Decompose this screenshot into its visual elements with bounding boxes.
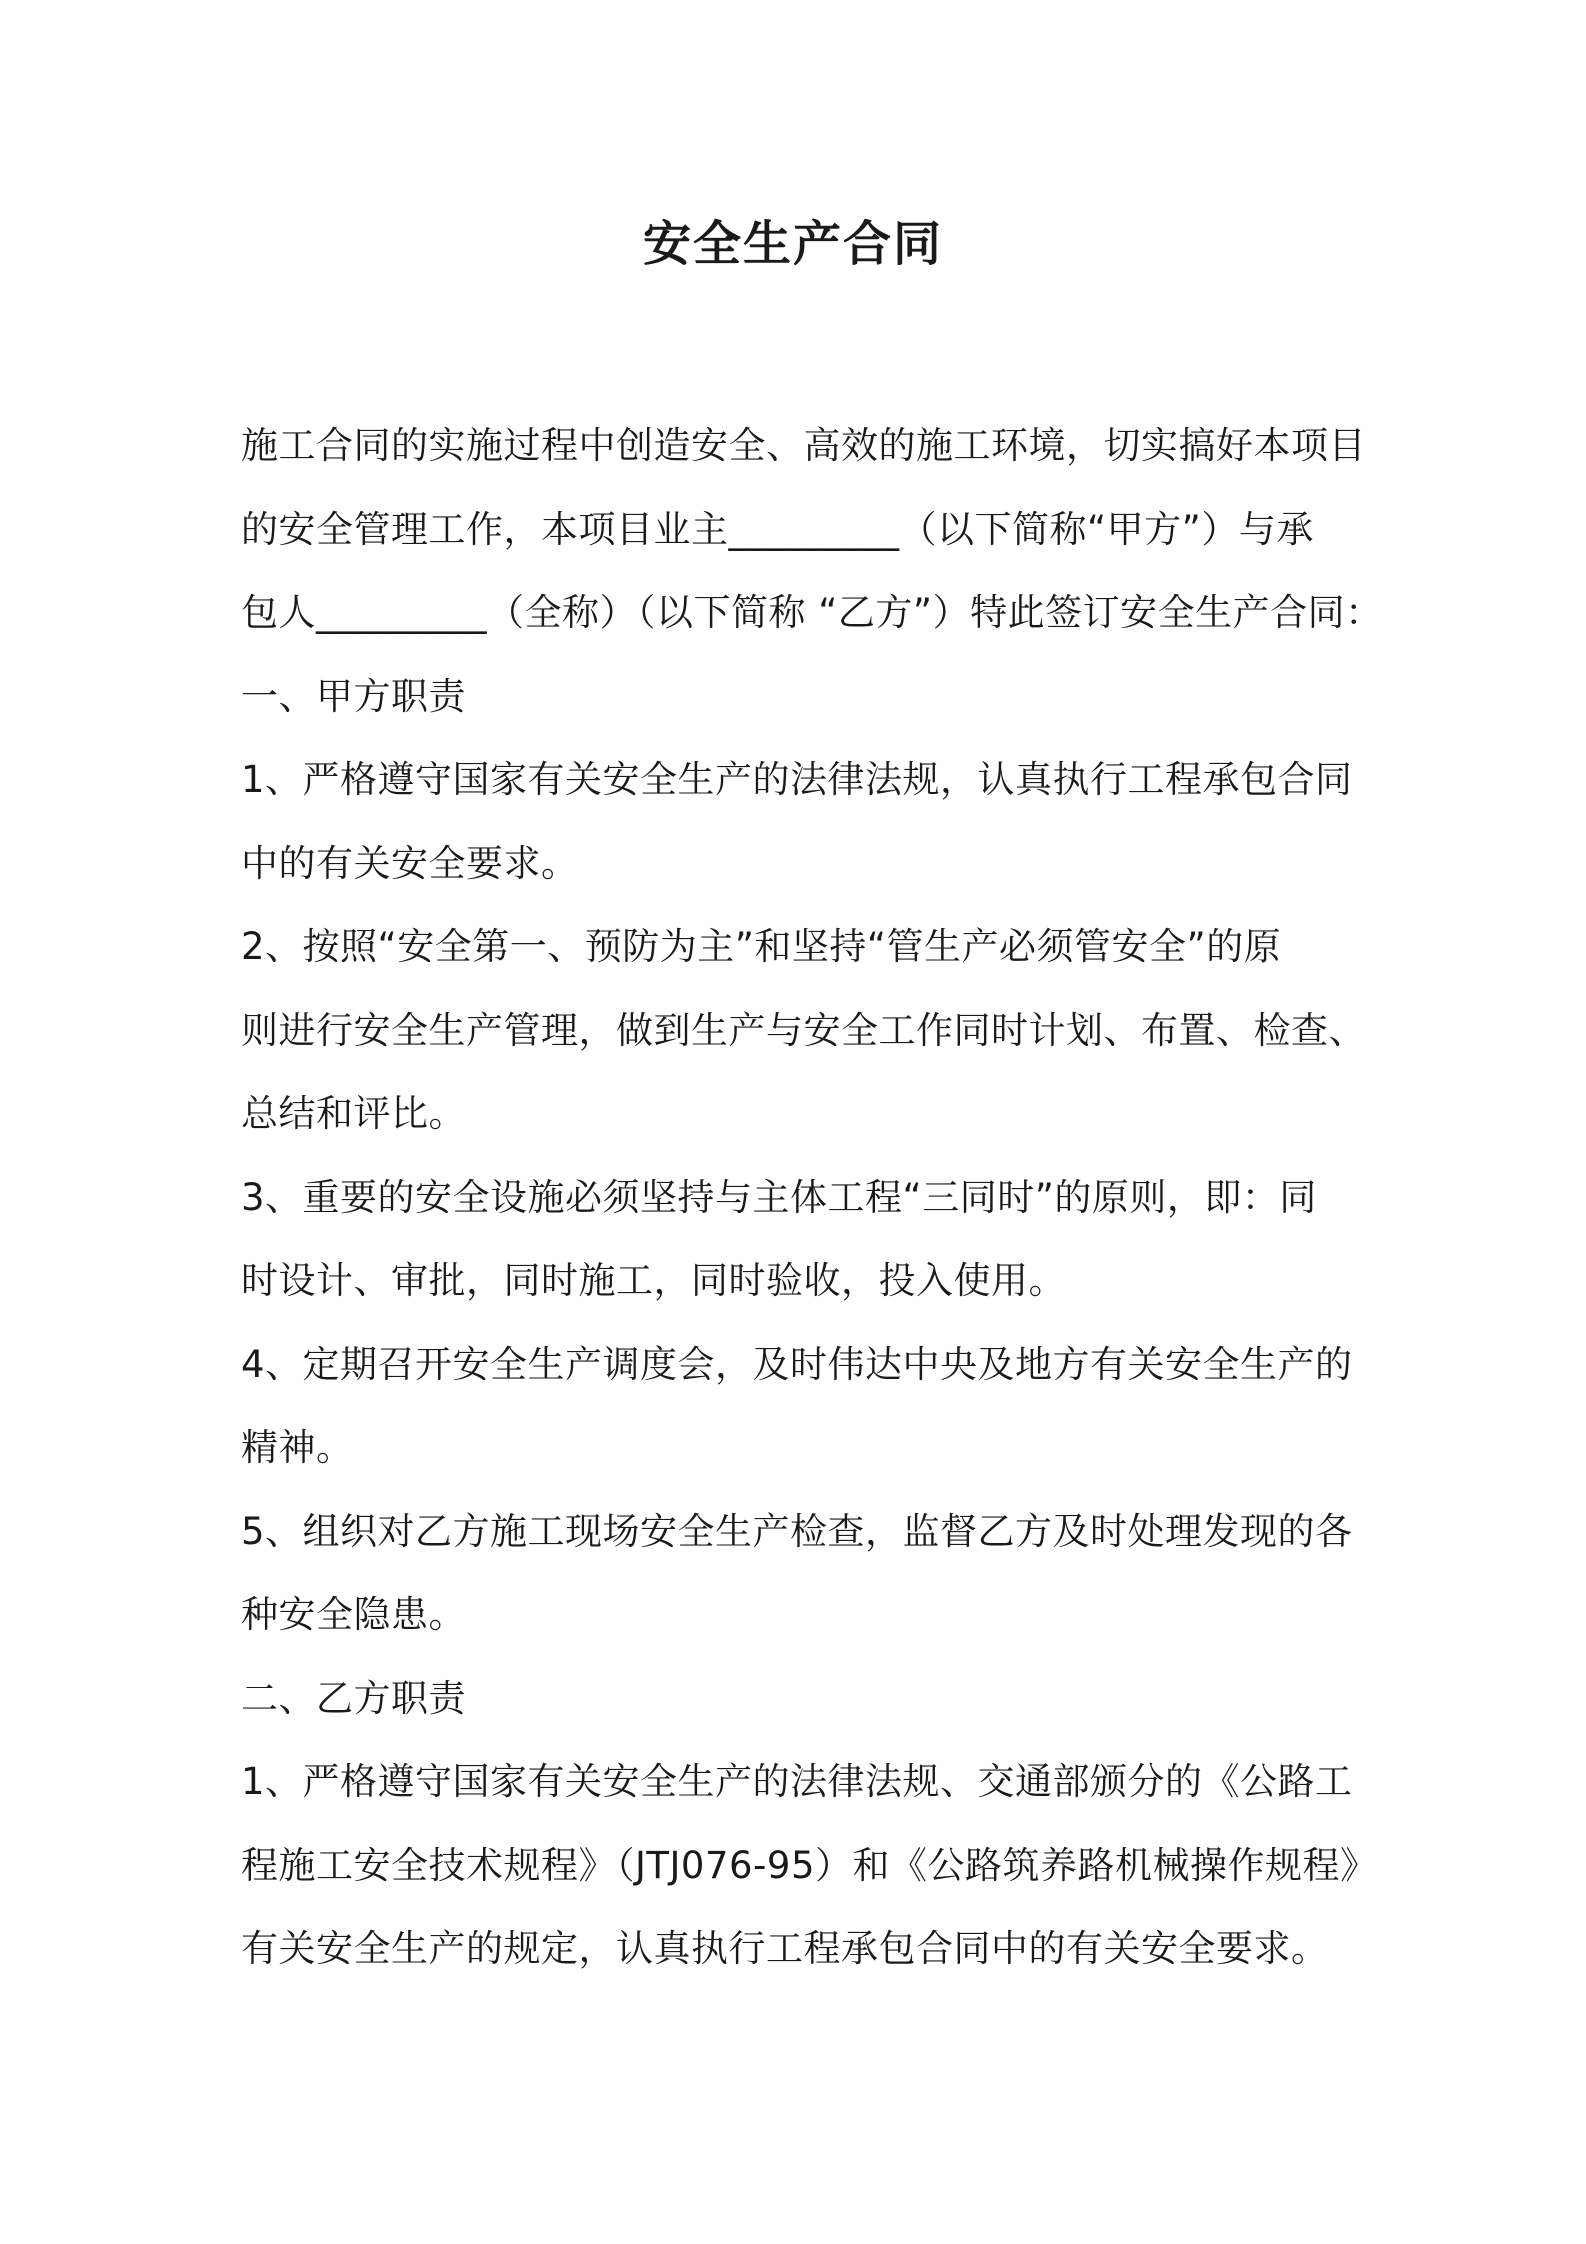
clause-b1-line: 1、严格遵守国家有关安全生产的法律法规、交通部颁分的《公路工	[241, 1760, 1353, 1803]
section-heading-party-a: 一、甲方职责	[241, 674, 466, 718]
clause-a2-line: 总结和评比。	[241, 1092, 466, 1135]
intro-line: 施工合同的实施过程中创造安全、高效的施工环境，切实搞好本项目	[241, 424, 1366, 467]
document-body	[241, 404, 1383, 1991]
intro-line: 的安全管理工作，本项目业主_________（以下简称“甲方”）与承	[241, 507, 1314, 551]
clause-a2-line: 2、按照“安全第一、预防为主”和坚持“管生产必须管安全”的原	[241, 925, 1282, 968]
clause-b1-line: 有关安全生产的规定，认真执行工程承包合同中的有关安全要求。	[241, 1927, 1329, 1970]
clause-a2-line: 则进行安全生产管理，做到生产与安全工作同时计划、布置、检查、	[241, 1008, 1366, 1052]
document-title: 安全生产合同	[642, 216, 943, 272]
clause-b1-line: 程施工安全技术规程》（JTJ076-95）和《公路筑养路机械操作规程》	[241, 1843, 1378, 1887]
clause-a5-line: 种安全隐患。	[241, 1593, 466, 1636]
clause-a4-line: 精神。	[241, 1426, 354, 1469]
clause-a5-line: 5、组织对乙方施工现场安全生产检查，监督乙方及时处理发现的各	[241, 1509, 1353, 1553]
section-heading-party-b: 二、乙方职责	[241, 1676, 466, 1720]
clause-a3-line: 时设计、审批，同时施工，同时验收，投入使用。	[241, 1259, 1066, 1302]
clause-a1-line: 中的有关安全要求。	[241, 841, 579, 885]
clause-a4-line: 4、定期召开安全生产调度会，及时伟达中央及地方有关安全生产的	[241, 1342, 1353, 1386]
intro-line: 包人_________（全称）（以下简称 “乙方”）特此签订安全生产合同：	[241, 591, 1383, 634]
clause-a1-line: 1、严格遵守国家有关安全生产的法律法规，认真执行工程承包合同	[241, 758, 1353, 801]
clause-a3-line: 3、重要的安全设施必须坚持与主体工程“三同时”的原则，即：同	[241, 1175, 1317, 1219]
